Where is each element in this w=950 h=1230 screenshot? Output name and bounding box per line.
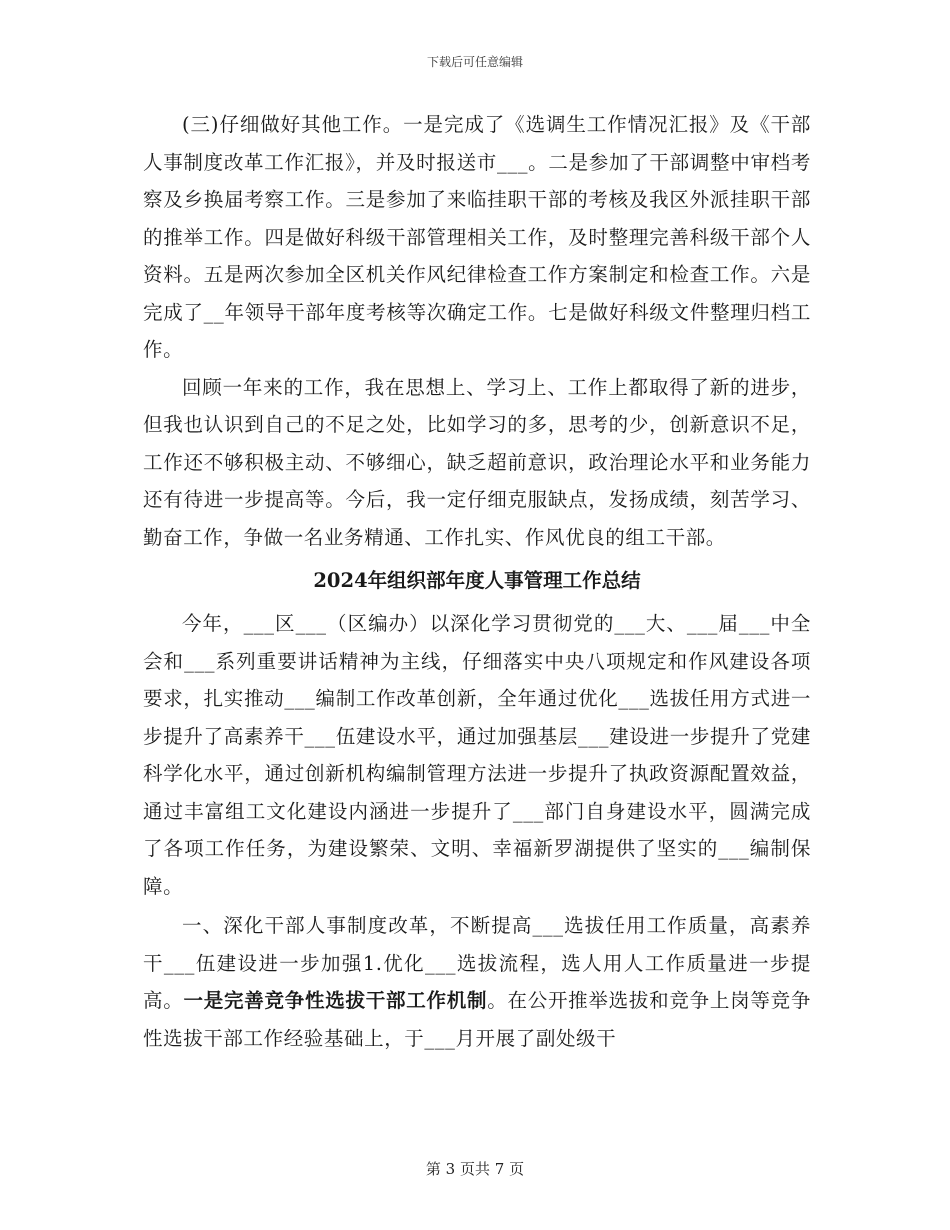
section-title: 2024年组织部年度人事管理工作总结	[313, 569, 641, 592]
paragraph-reform-rest: 。在公开推举选拔和竞争上岗等竞争性选拔干部工作经验基础上，于___月开展了副处级干	[143, 989, 811, 1050]
paragraph-intro: 今年，___区___（区编办）以深化学习贯彻党的___大、___届___中全会和___系列重要讲话精神为主线，仔细落实中央八项规定和作风建设各项要求，扎实推动___编制工作改革创新，全年通过优化___选拔任用方式进一步提升了高素养干___伍建设水平，通过加强基层___建设进一步提升了党建科学化水平，通过创新机构编制管理方法进一步提升了执政资源配置效益，通过丰富组工文化建设内涵进一步提升了___部门自身建设水平，圆满完成了各项工作任务，为建设繁荣、文明、幸福新罗湖提供了坚实的___编制保障。	[143, 612, 811, 898]
paragraph-reform-text: 一、深化干部人事制度改革，不断提高___选拔任用工作质量，高素养干___伍建设进一步加强1.优化___选拔流程，选人用人工作质量进一步提高。	[143, 914, 811, 1012]
document-body	[143, 106, 811, 1057]
paragraph-review: 回顾一年来的工作，我在思想上、学习上、工作上都取得了新的进步，但我也认识到自己的不足之处，比如学习的多，思考的少，创新意识不足，工作还不够积极主动、不够细心，缺乏超前意识，政治理论水平和业务能力还有待进一步提高等。今后，我一定仔细克服缺点，发扬成绩，刻苦学习、勤奋工作，争做一名业务精通、工作扎实、作风优良的组工干部。	[143, 375, 811, 549]
page-number: 第 3 页共 7 页	[425, 1160, 525, 1178]
page-header-note: 下载后可任意编辑	[426, 55, 523, 69]
paragraph-other-work: (三)仔细做好其他工作。一是完成了《选调生工作情况汇报》及《干部人事制度改革工作汇报》，并及时报送市___。二是参加了干部调整中审档考察及乡换届考察工作。三是参加了来临挂职干部的考核及我区外派挂职干部的推举工作。四是做好科级干部管理相关工作，及时整理完善科级干部个人资料。五是两次参加全区机关作风纪律检查工作方案制定和检查工作。六是完成了__年领导干部年度考核等次确定工作。七是做好科级文件整理归档工作。	[143, 113, 811, 361]
paragraph-reform-bold: 一是完善竞争性选拔干部工作机制	[183, 989, 488, 1012]
paragraph-reform	[143, 907, 811, 1057]
